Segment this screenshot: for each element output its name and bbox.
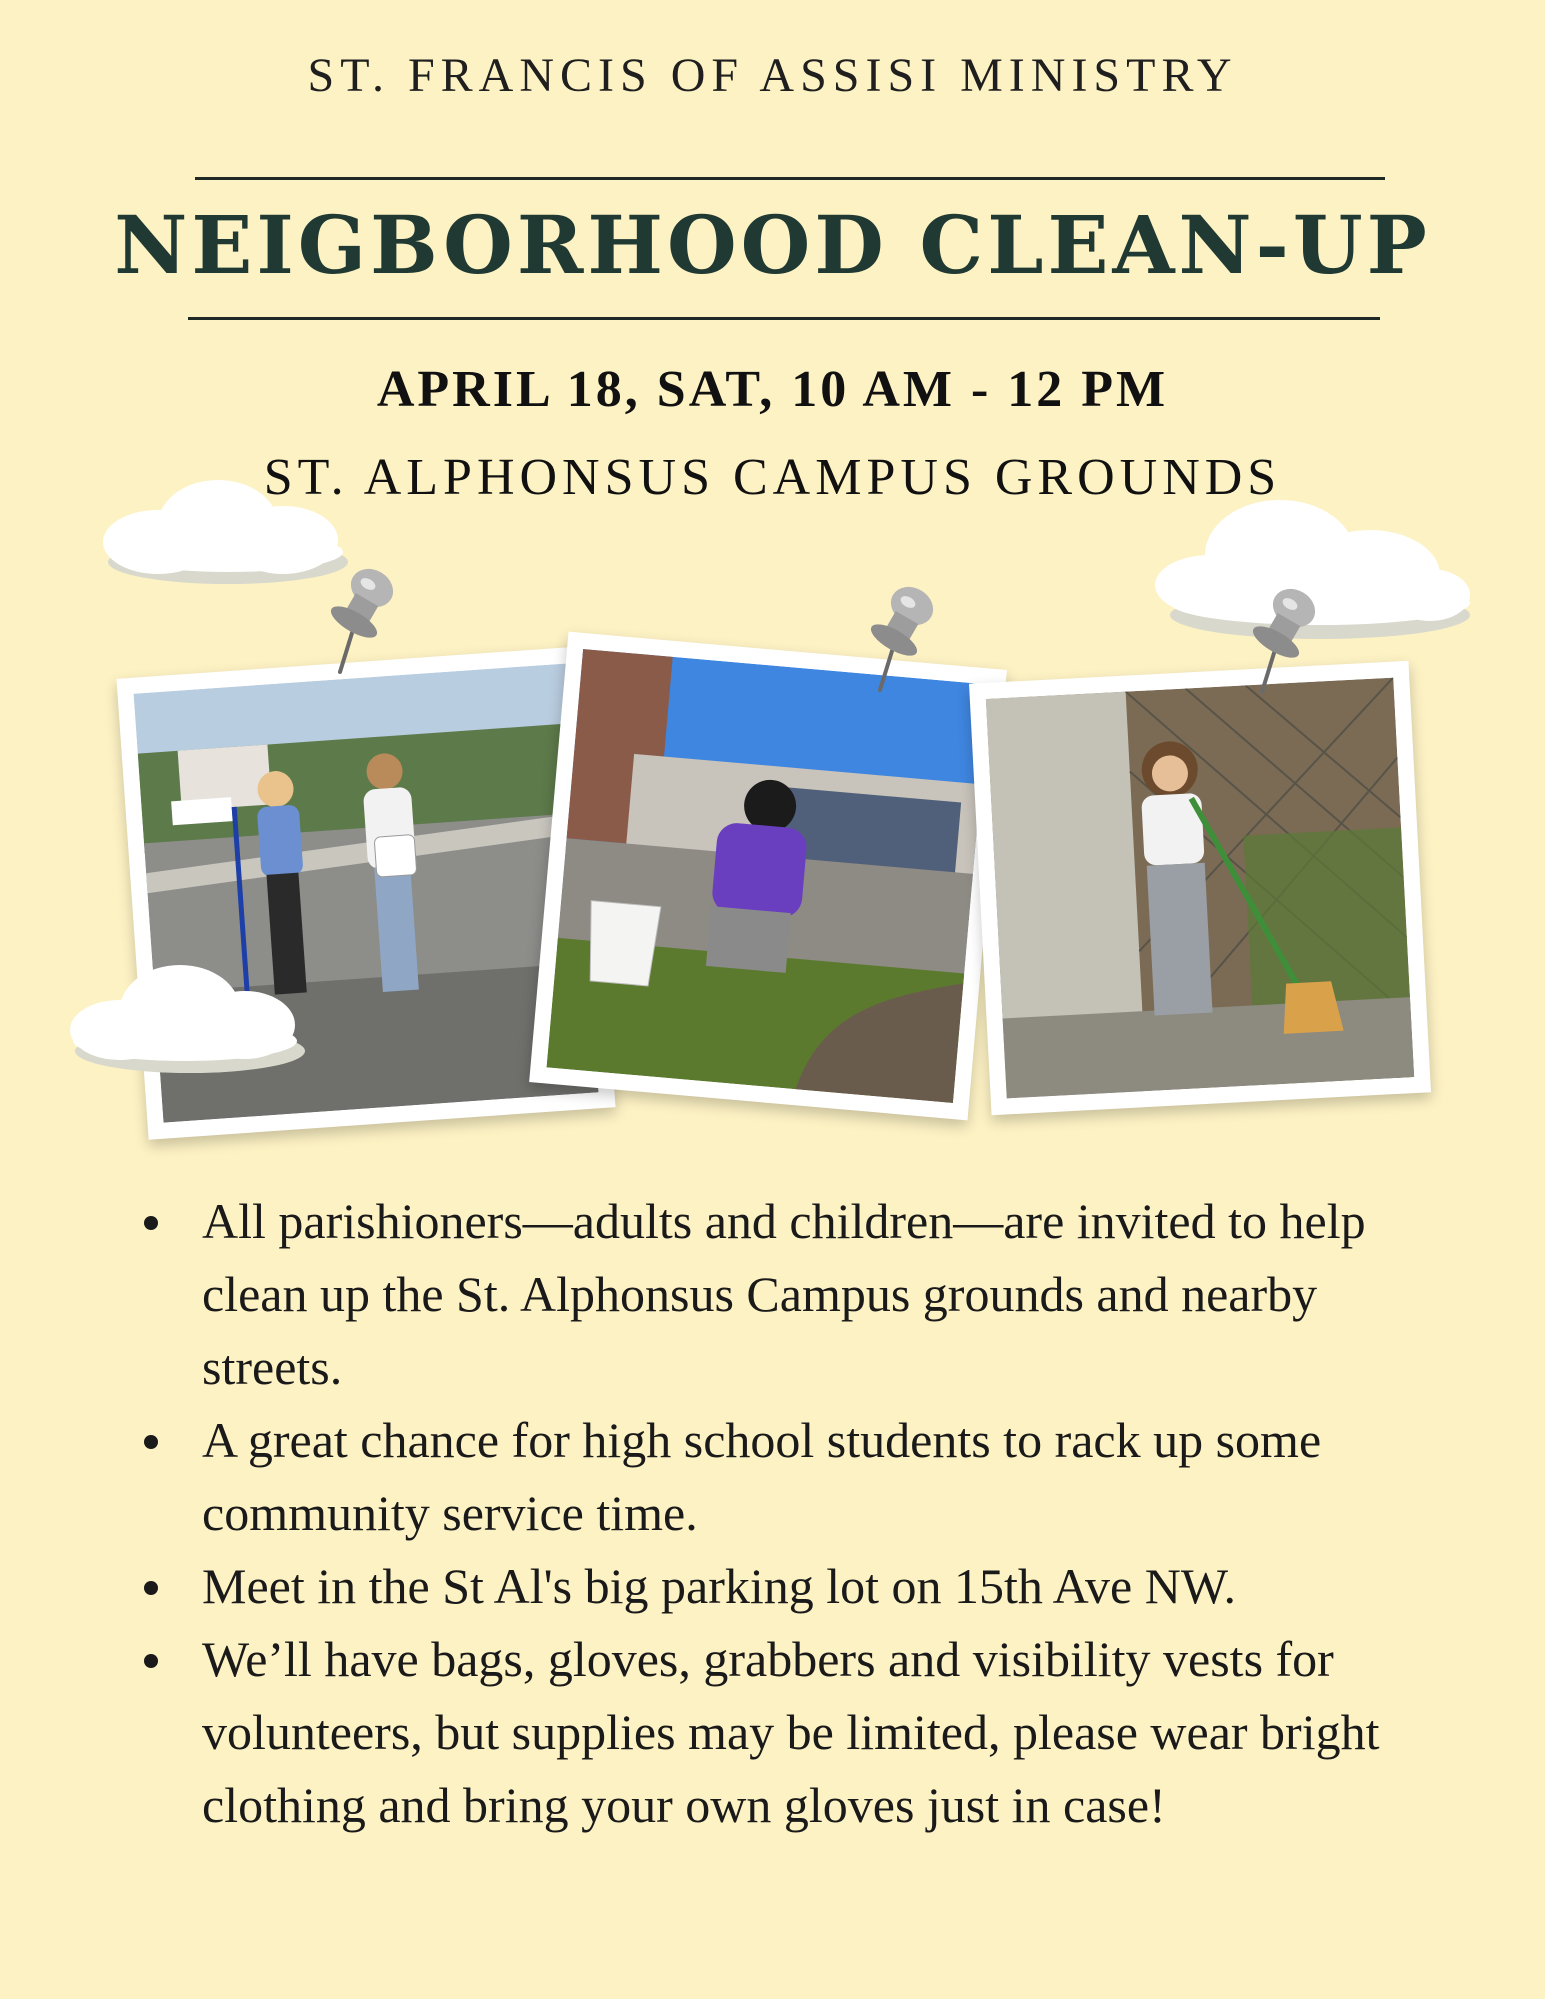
page-title: NEIGBORHOOD CLEAN-UP xyxy=(114,198,1431,292)
list-item: We’ll have bags, gloves, grabbers and visibility vests for volunteers, but supplies may be limited, please wear bright clothing and bring your own gloves just in case! xyxy=(130,1623,1420,1842)
girl-sweeping-image xyxy=(986,678,1414,1099)
details-list xyxy=(130,1185,1420,1842)
pushpin-icon xyxy=(850,578,950,698)
pushpin-icon xyxy=(310,560,410,680)
event-date-time: APRIL 18, SAT, 10 AM - 12 PM xyxy=(376,361,1169,418)
photo-boy-digging xyxy=(529,632,1007,1121)
pushpin-icon xyxy=(1232,580,1332,700)
title-rule-top xyxy=(195,177,1385,180)
organization-name: ST. FRANCIS OF ASSISI MINISTRY xyxy=(307,49,1238,102)
list-item: Meet in the St Al's big parking lot on 15th Ave NW. xyxy=(130,1550,1420,1623)
list-item: A great chance for high school students to rack up some community service time. xyxy=(130,1404,1420,1550)
list-item: All parishioners—adults and children—are invited to help clean up the St. Alphonsus Campus grounds and nearby streets. xyxy=(130,1185,1420,1404)
event-location: ST. ALPHONSUS CAMPUS GROUNDS xyxy=(263,449,1282,506)
photo-girl-sweeping xyxy=(969,661,1431,1115)
boy-digging-image xyxy=(546,649,989,1103)
cloud-icon xyxy=(60,955,310,1080)
title-rule-bottom xyxy=(188,317,1380,320)
